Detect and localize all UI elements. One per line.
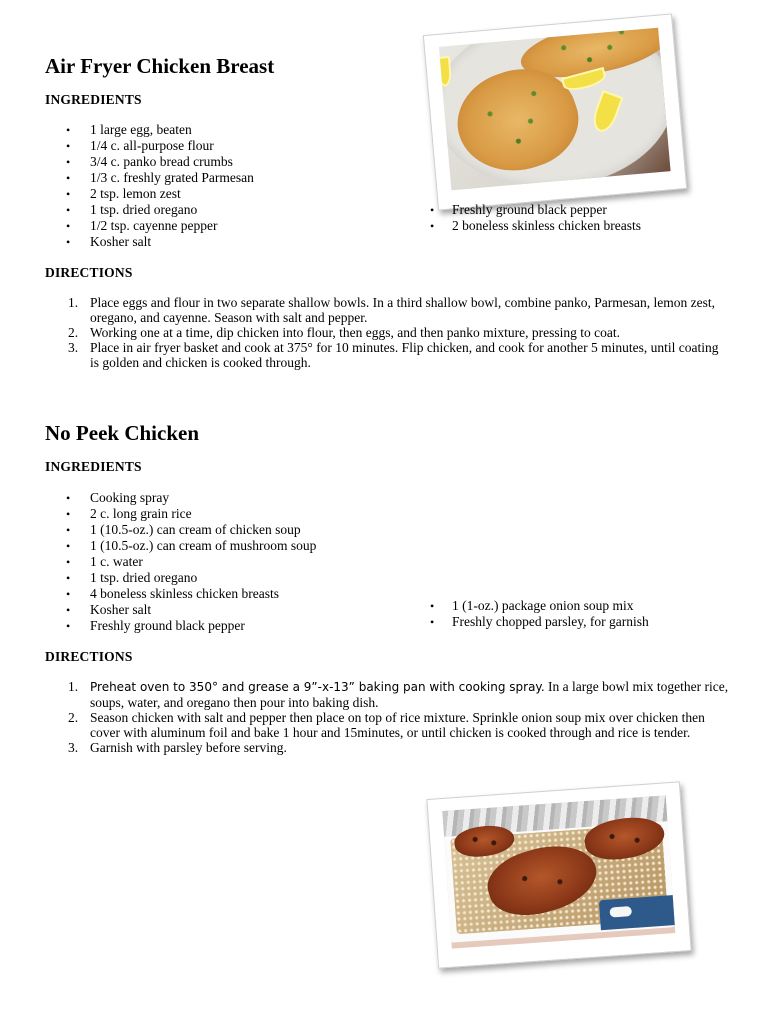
direction-step: 2. Working one at a time, dip chicken into flour, then eggs, and then panko mixture, pressing to coat. [68, 325, 620, 340]
ingredient-item: • 1/4 c. all-purpose flour [45, 138, 254, 154]
direction-step: 2. Season chicken with salt and pepper then place on top of rice mixture. Sprinkle onion soup mix over chicken then cover with aluminum foil and bake 1 hour and 15minutes, or until chicken is cooked through and rice is tender. [68, 710, 705, 740]
direction-step: 1. Preheat oven to 350° and grease a 9”-x-13” baking pan with cooking spray. In a large bowl mix together rice, soups, water, and oregano then pour into baking dish. [68, 679, 729, 710]
ingredients-heading: INGREDIENTS [45, 459, 142, 474]
chicken-photo-image [439, 28, 671, 191]
ingredient-item: • 1 large egg, beaten [45, 122, 254, 138]
recipe-photo [426, 781, 691, 968]
recipe-title: Air Fryer Chicken Breast [45, 54, 275, 78]
ingredient-item: • 1 tsp. dried oregano [45, 202, 254, 218]
ingredient-item: • Freshly ground black pepper [45, 618, 316, 634]
ingredients-list [45, 490, 316, 634]
ingredient-item: • 1 (10.5-oz.) can cream of mushroom soup [45, 538, 316, 554]
directions-heading: DIRECTIONS [45, 265, 133, 280]
recipe-photo [423, 13, 687, 210]
ingredient-item: • Kosher salt [45, 602, 316, 618]
ingredient-item: • 1/2 tsp. cayenne pepper [45, 218, 254, 234]
directions-list [0, 679, 730, 755]
ingredients-heading: INGREDIENTS [45, 92, 142, 107]
ingredient-item: • 1 (1-oz.) package onion soup mix [430, 598, 649, 614]
ingredient-item: • 2 boneless skinless chicken breasts [430, 218, 641, 234]
ingredient-item: • 2 tsp. lemon zest [45, 186, 254, 202]
ingredient-item: • Freshly ground black pepper [430, 202, 641, 218]
ingredient-item: • 4 boneless skinless chicken breasts [45, 586, 316, 602]
ingredient-item: • 1 (10.5-oz.) can cream of chicken soup [45, 522, 316, 538]
ingredients-list-continued [430, 202, 641, 234]
ingredient-item: • 3/4 c. panko bread crumbs [45, 154, 254, 170]
directions-heading: DIRECTIONS [45, 649, 133, 664]
ingredient-item: • 1 tsp. dried oregano [45, 570, 316, 586]
direction-step: 3. Place in air fryer basket and cook at 375° for 10 minutes. Flip chicken, and cook for another 5 minutes, until coating is golden and chicken is cooked through. [68, 340, 719, 370]
directions-list [0, 295, 730, 370]
ingredients-list-continued [430, 598, 649, 630]
recipe-title: No Peek Chicken [45, 421, 199, 445]
ingredient-item: • 2 c. long grain rice [45, 506, 316, 522]
ingredient-item: • 1/3 c. freshly grated Parmesan [45, 170, 254, 186]
direction-step: 3. Garnish with parsley before serving. [68, 740, 287, 755]
ingredients-list [45, 122, 254, 250]
chicken-rice-photo-image [442, 795, 675, 948]
ingredient-item: • Kosher salt [45, 234, 254, 250]
ingredient-item: • 1 c. water [45, 554, 316, 570]
ingredient-item: • Cooking spray [45, 490, 316, 506]
ingredient-item: • Freshly chopped parsley, for garnish [430, 614, 649, 630]
direction-step: 1. Place eggs and flour in two separate shallow bowls. In a third shallow bowl, combine panko, Parmesan, lemon zest, oregano, and cayenne. Season with salt and pepper. [68, 295, 715, 325]
